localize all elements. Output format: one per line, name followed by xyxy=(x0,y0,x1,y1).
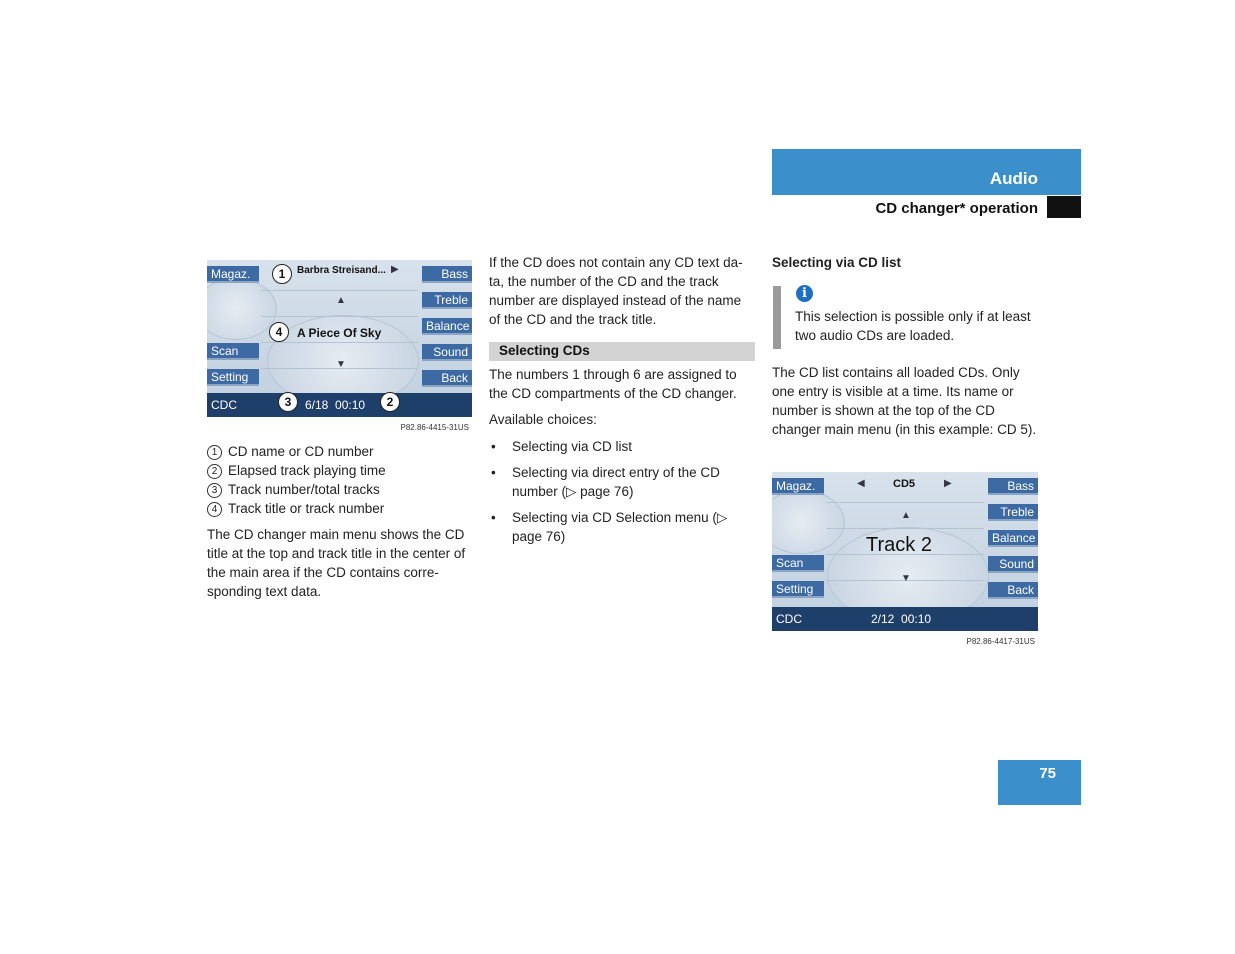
arrow-down-icon[interactable]: ▼ xyxy=(901,573,911,584)
arrow-down-icon[interactable]: ▼ xyxy=(336,359,346,370)
scan-button[interactable]: Scan xyxy=(207,343,259,360)
figure-caption: P82.86-4417-31US xyxy=(966,637,1035,646)
arrow-left-icon[interactable]: ◀ xyxy=(857,478,865,489)
page-number: 75 xyxy=(1039,765,1056,782)
cd-disc-graphic xyxy=(207,278,277,340)
track-title: A Piece Of Sky xyxy=(297,326,382,340)
legend-number: 2 xyxy=(207,464,222,479)
back-button[interactable]: Back xyxy=(422,370,472,387)
choices-list xyxy=(489,437,739,553)
legend-text: Elapsed track playing time xyxy=(228,463,386,478)
info-bar xyxy=(773,286,781,349)
arrow-up-icon[interactable]: ▲ xyxy=(901,510,911,521)
col2-p2: Available choices: xyxy=(489,412,597,427)
sound-button[interactable]: Sound xyxy=(988,556,1038,573)
bass-button[interactable]: Bass xyxy=(422,266,472,283)
figure-caption: P82.86-4415-31US xyxy=(400,423,469,432)
divider xyxy=(261,316,418,317)
section-title: Audio xyxy=(989,169,1038,188)
track-title: Track 2 xyxy=(866,534,932,556)
treble-button[interactable]: Treble xyxy=(422,292,472,309)
info-icon: i xyxy=(796,285,813,302)
header-marker xyxy=(1047,196,1081,218)
balance-button[interactable]: Balance xyxy=(422,318,472,335)
legend-item xyxy=(207,499,472,518)
setting-button[interactable]: Setting xyxy=(772,581,824,598)
col3-heading: Selecting via CD list xyxy=(772,255,902,270)
figure-cd-list xyxy=(772,472,1038,631)
balance-button[interactable]: Balance xyxy=(988,530,1038,547)
legend-text: Track number/total tracks xyxy=(228,482,380,497)
back-button[interactable]: Back xyxy=(988,582,1038,599)
cd-disc-graphic xyxy=(772,490,845,554)
callout-3: 3 xyxy=(278,392,298,412)
col2-intro: If the CD does not contain any CD text da-ta, the number of the CD and the track number are displayed instead of the name of the CD and the track title. xyxy=(489,255,743,327)
legend-number: 4 xyxy=(207,502,222,517)
col3-paragraph: The CD list contains all loaded CDs. Only one entry is visible at a time. Its name or number is shown at the top of the CD changer main menu (in this example: CD 5). xyxy=(772,365,1037,437)
divider xyxy=(261,290,418,291)
source-label: CDC xyxy=(776,612,802,626)
bass-button[interactable]: Bass xyxy=(988,478,1038,495)
section-heading: Selecting CDs xyxy=(499,343,590,358)
arrow-right-icon[interactable]: ▶ xyxy=(391,264,399,275)
callout-2: 2 xyxy=(380,392,400,412)
legend-item xyxy=(207,461,472,480)
legend-list xyxy=(207,442,472,518)
setting-button[interactable]: Setting xyxy=(207,369,259,386)
figure-cd-main-menu xyxy=(207,260,472,417)
treble-button[interactable]: Treble xyxy=(988,504,1038,521)
source-label: CDC xyxy=(211,398,237,412)
legend-item xyxy=(207,442,472,461)
legend-number: 1 xyxy=(207,445,222,460)
legend-text: Track title or track number xyxy=(228,501,385,516)
subsection-title: CD changer* operation xyxy=(875,200,1038,217)
col1-paragraph: The CD changer main menu shows the CD title at the top and track title in the center of the main area if the CD contains corre-sponding text data. xyxy=(207,527,466,599)
divider xyxy=(261,342,418,343)
sound-button[interactable]: Sound xyxy=(422,344,472,361)
divider xyxy=(826,502,984,503)
list-item: • Selecting via CD list xyxy=(489,437,739,456)
legend-text: CD name or CD number xyxy=(228,444,374,459)
list-item: • Selecting via CD Selection menu (▷ page 76) xyxy=(489,508,739,546)
scan-button[interactable]: Scan xyxy=(772,555,824,572)
status-bar xyxy=(772,607,1038,631)
list-item: • Selecting via direct entry of the CD number (▷ page 76) xyxy=(489,463,739,501)
arrow-right-icon[interactable]: ▶ xyxy=(944,478,952,489)
info-text: This selection is possible only if at least two audio CDs are loaded. xyxy=(795,309,1031,343)
arrow-up-icon[interactable]: ▲ xyxy=(336,295,346,306)
track-time: 2/12 00:10 xyxy=(871,612,932,626)
legend-item xyxy=(207,480,472,499)
status-bar xyxy=(207,393,472,417)
col2-p1: The numbers 1 through 6 are assigned to the CD compartments of the CD changer. xyxy=(489,367,737,401)
track-time: 6/18 00:10 xyxy=(305,398,366,412)
divider xyxy=(826,528,984,529)
callout-1: 1 xyxy=(272,264,292,284)
legend-number: 3 xyxy=(207,483,222,498)
magaz-button[interactable]: Magaz. xyxy=(772,478,824,495)
magaz-button[interactable]: Magaz. xyxy=(207,266,259,283)
cd-name: Barbra Streisand... xyxy=(297,265,386,276)
callout-4: 4 xyxy=(269,322,289,342)
cd-name: CD5 xyxy=(893,478,916,490)
